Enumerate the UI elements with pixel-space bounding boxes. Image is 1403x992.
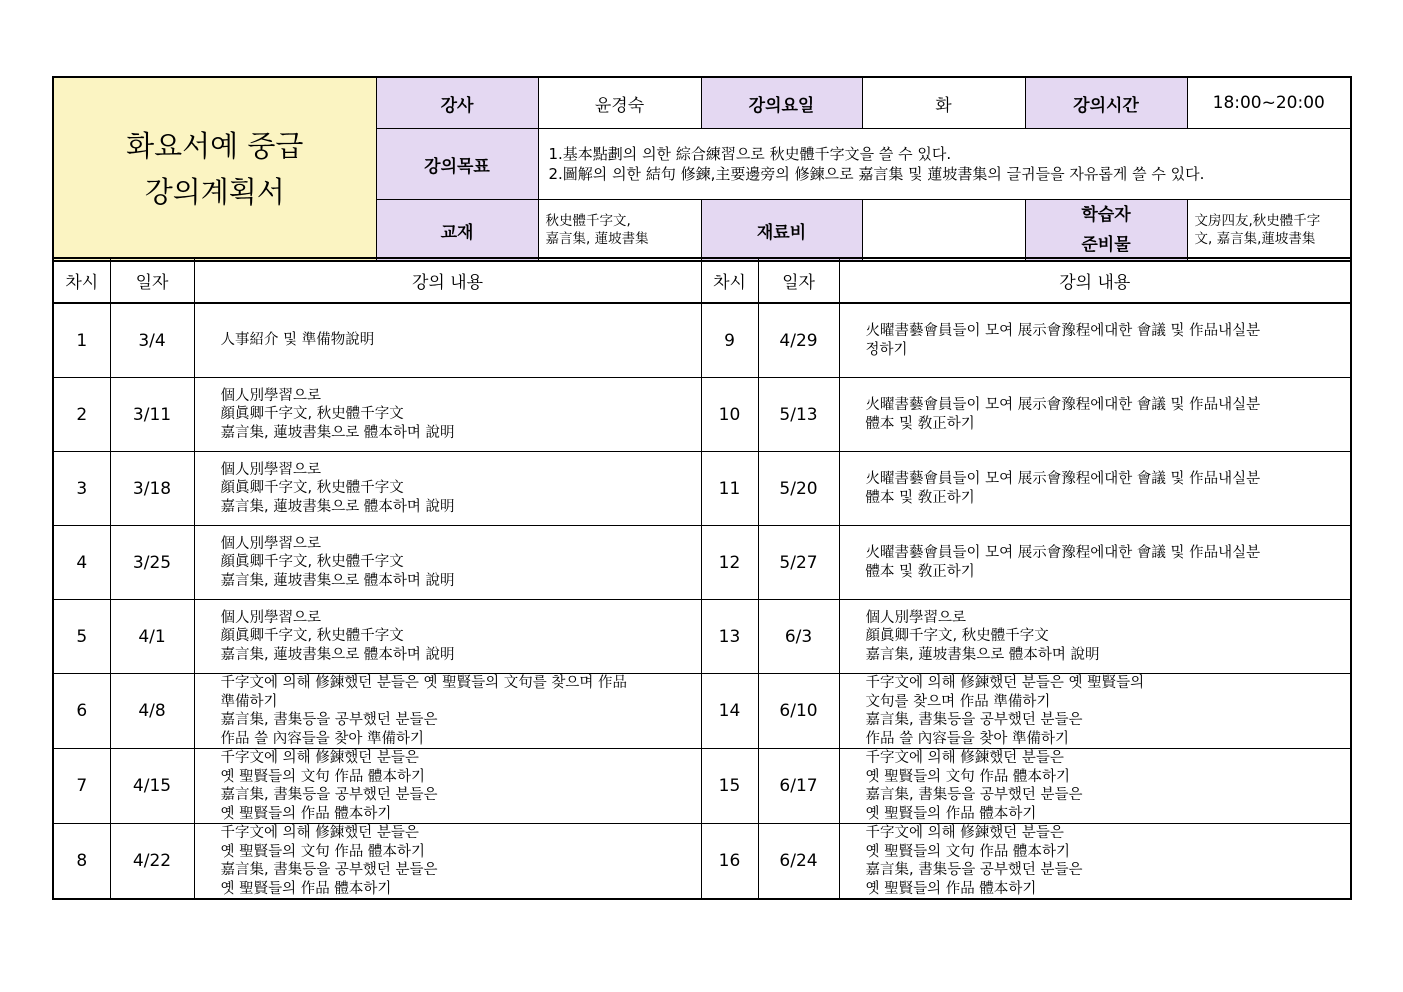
session-date: 4/22 [110, 824, 194, 900]
content-line: 文句를 찾으며 作品 準備하기 [865, 693, 1051, 710]
session-date: 3/11 [110, 378, 194, 452]
content-line: 千字文에 의해 修鍊했던 분들은 옛 聖賢들의 文句를 찾으며 作品 [220, 675, 627, 691]
content-line: 옛 聖賢들의 作品 體本하기 [865, 880, 1037, 897]
session-number: 7 [53, 749, 110, 824]
content-header: 강의 내용 [839, 258, 1351, 303]
content-line: 嘉言集, 蓮坡書集으로 體本하며 說明 [220, 424, 455, 441]
session-content [839, 600, 1351, 674]
content-line: 千字文에 의해 修鍊했던 분들은 [220, 825, 419, 841]
session-number: 8 [53, 824, 110, 900]
course-title-line: 화요서예 중급 [126, 129, 304, 163]
table-row [53, 600, 1351, 674]
session-number: 14 [701, 674, 758, 749]
content-line: 嘉言集, 書集등을 공부했던 분들은 [220, 787, 438, 803]
session-date: 3/18 [110, 452, 194, 526]
table-row [53, 303, 1351, 378]
content-line: 體本 및 敎正하기 [865, 489, 975, 506]
session-content [839, 303, 1351, 378]
content-line: 顔眞卿千字文, 秋史體千字文 [220, 628, 404, 645]
table-row [53, 526, 1351, 600]
content-line: 千字文에 의해 修鍊했던 분들은 [220, 750, 419, 766]
content-line: 個人別學習으로 [220, 461, 322, 478]
session-content [194, 303, 701, 378]
content-line: 嘉言集, 蓮坡書集으로 體本하며 說明 [220, 572, 455, 589]
content-line: 火曜書藝會員들이 모여 展示會豫程에대한 會議 및 作品내실분 [865, 397, 1261, 413]
session-number: 2 [53, 378, 110, 452]
session-number: 16 [701, 824, 758, 900]
session-number: 15 [701, 749, 758, 824]
content-line: 嘉言集, 書集등을 공부했던 분들은 [220, 712, 438, 728]
goal-line: 2.圖解의 의한 結句 修鍊,主要邊旁의 修鍊으로 嘉言集 및 蓮坡書集의 글귀들을 자유롭게 쓸 수 있다. [548, 165, 1205, 183]
goal-line: 1.基本點劃의 의한 綜合練習으로 秋史體千字文을 쓸 수 있다. [548, 145, 952, 163]
session-date: 3/4 [110, 303, 194, 378]
prep-label-line: 준비물 [1081, 235, 1131, 255]
fee-value [862, 200, 1025, 262]
prep-label-line: 학습자 [1081, 205, 1131, 225]
content-line: 嘉言集, 書集등을 공부했던 분들은 [865, 787, 1083, 803]
content-line: 옛 聖賢들의 文句 作品 體本하기 [220, 843, 425, 860]
content-line: 嘉言集, 書集등을 공부했던 분들은 [865, 712, 1083, 728]
session-number: 5 [53, 600, 110, 674]
session-number: 10 [701, 378, 758, 452]
session-header: 차시 [53, 258, 110, 303]
schedule-table [52, 257, 1352, 900]
content-line: 옛 聖賢들의 作品 體本하기 [865, 805, 1037, 822]
content-line: 정하기 [865, 341, 908, 358]
session-date: 5/13 [758, 378, 839, 452]
instructor-value: 윤경숙 [538, 77, 701, 129]
prep-value [1187, 200, 1351, 262]
instructor-label: 강사 [376, 77, 538, 129]
table-row [53, 749, 1351, 824]
session-content [194, 674, 701, 749]
table-row [53, 674, 1351, 749]
session-date: 4/15 [110, 749, 194, 824]
session-date: 6/10 [758, 674, 839, 749]
session-content [839, 378, 1351, 452]
session-date: 6/24 [758, 824, 839, 900]
session-number: 13 [701, 600, 758, 674]
content-line: 個人別學習으로 [220, 609, 322, 626]
content-line: 體本 및 敎正하기 [865, 563, 975, 580]
table-row [53, 824, 1351, 900]
content-line: 顔眞卿千字文, 秋史體千字文 [220, 406, 404, 423]
session-date: 4/1 [110, 600, 194, 674]
session-content [839, 674, 1351, 749]
content-line: 作品 쓸 內容들을 찾아 準備하기 [220, 730, 424, 747]
session-content [839, 824, 1351, 900]
day-label: 강의요일 [701, 77, 862, 129]
content-line: 千字文에 의해 修鍊했던 분들은 [865, 825, 1064, 841]
content-line: 火曜書藝會員들이 모여 展示會豫程에대한 會議 및 作品내실분 [865, 471, 1261, 487]
session-content [194, 452, 701, 526]
content-line: 옛 聖賢들의 文句 作品 體本하기 [865, 768, 1070, 785]
session-content [194, 600, 701, 674]
table-row [53, 452, 1351, 526]
date-header: 일자 [110, 258, 194, 303]
prep-line: 文房四友,秋史體千字 [1194, 213, 1321, 229]
content-line: 嘉言集, 書集등을 공부했던 분들은 [865, 862, 1083, 878]
session-date: 6/3 [758, 600, 839, 674]
session-number: 1 [53, 303, 110, 378]
content-line: 嘉言集, 蓮坡書集으로 體本하며 說明 [220, 646, 455, 663]
content-header: 강의 내용 [194, 258, 701, 303]
textbook-line: 秋史體千字文, [545, 213, 631, 229]
date-header: 일자 [758, 258, 839, 303]
goal-label: 강의목표 [376, 129, 538, 200]
content-line: 人事紹介 및 準備物說明 [220, 332, 375, 349]
content-line: 顔眞卿千字文, 秋史體千字文 [865, 628, 1049, 645]
content-line: 嘉言集, 書集등을 공부했던 분들은 [220, 862, 438, 878]
session-number: 9 [701, 303, 758, 378]
session-content [194, 824, 701, 900]
content-line: 個人別學習으로 [220, 387, 322, 404]
course-info-table [52, 76, 1352, 262]
content-line: 옛 聖賢들의 作品 體本하기 [220, 880, 392, 897]
session-number: 11 [701, 452, 758, 526]
session-content [839, 526, 1351, 600]
course-title-line: 강의계획서 [144, 175, 285, 209]
content-line: 顔眞卿千字文, 秋史體千字文 [220, 554, 404, 571]
content-line: 옛 聖賢들의 文句 作品 體本하기 [865, 843, 1070, 860]
content-line: 個人別學習으로 [865, 609, 967, 626]
content-line: 嘉言集, 蓮坡書集으로 體本하며 說明 [865, 646, 1100, 663]
session-content [839, 452, 1351, 526]
session-content [194, 526, 701, 600]
session-date: 6/17 [758, 749, 839, 824]
session-number: 6 [53, 674, 110, 749]
session-date: 5/27 [758, 526, 839, 600]
content-line: 準備하기 [220, 693, 278, 710]
content-line: 火曜書藝會員들이 모여 展示會豫程에대한 會議 및 作品내실분 [865, 545, 1261, 561]
session-date: 4/29 [758, 303, 839, 378]
session-number: 4 [53, 526, 110, 600]
session-number: 12 [701, 526, 758, 600]
session-content [839, 749, 1351, 824]
session-content [194, 749, 701, 824]
time-value: 18:00~20:00 [1187, 77, 1351, 129]
content-line: 嘉言集, 蓮坡書集으로 體本하며 說明 [220, 498, 455, 515]
content-line: 個人別學習으로 [220, 535, 322, 552]
prep-label [1025, 200, 1187, 262]
session-date: 5/20 [758, 452, 839, 526]
content-line: 火曜書藝會員들이 모여 展示會豫程에대한 會議 및 作品내실분 [865, 323, 1261, 339]
content-line: 千字文에 의해 修鍊했던 분들은 옛 聖賢들의 [865, 675, 1145, 691]
content-line: 千字文에 의해 修鍊했던 분들은 [865, 750, 1064, 766]
time-label: 강의시간 [1025, 77, 1187, 129]
session-header: 차시 [701, 258, 758, 303]
day-value: 화 [862, 77, 1025, 129]
schedule-body [53, 303, 1351, 899]
content-line: 顔眞卿千字文, 秋史體千字文 [220, 480, 404, 497]
session-date: 3/25 [110, 526, 194, 600]
course-title [53, 77, 376, 261]
fee-label: 재료비 [701, 200, 862, 262]
content-line: 옛 聖賢들의 文句 作品 體本하기 [220, 768, 425, 785]
content-line: 옛 聖賢들의 作品 體本하기 [220, 805, 392, 822]
prep-line: 文, 嘉言集,蓮坡書集 [1194, 231, 1316, 247]
textbook-value [538, 200, 701, 262]
textbook-label: 교재 [376, 200, 538, 262]
content-line: 作品 쓸 內容들을 찾아 準備하기 [865, 730, 1069, 747]
table-row [53, 378, 1351, 452]
session-number: 3 [53, 452, 110, 526]
goal-value [538, 129, 1351, 200]
session-date: 4/8 [110, 674, 194, 749]
content-line: 體本 및 敎正하기 [865, 415, 975, 432]
textbook-line: 嘉言集, 蓮坡書集 [545, 231, 649, 247]
session-content [194, 378, 701, 452]
